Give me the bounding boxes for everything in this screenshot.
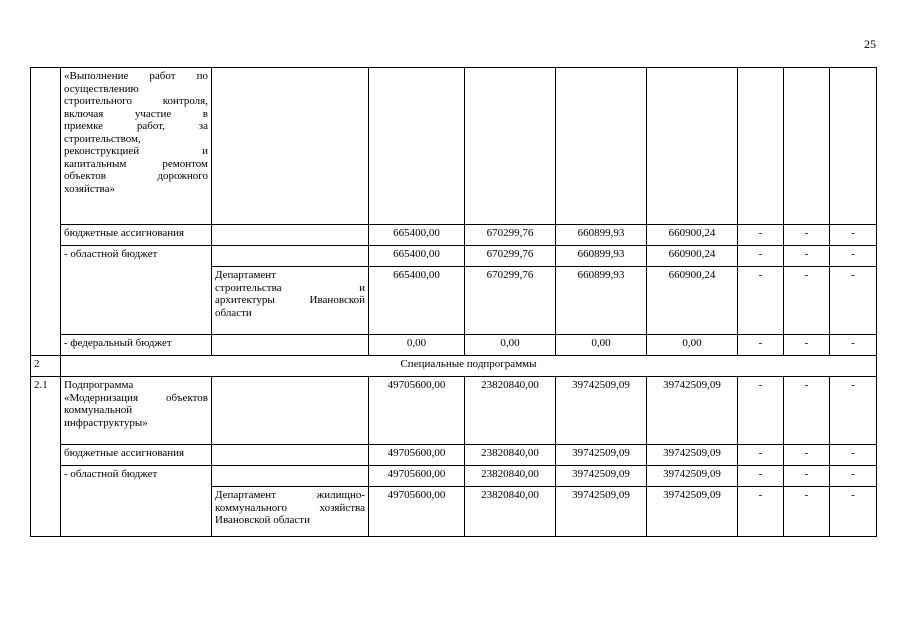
executor-cell — [212, 445, 369, 466]
value-cell — [647, 68, 738, 225]
executor-cell — [212, 225, 369, 246]
text-line: строительства и — [215, 281, 365, 294]
dash-cell: - — [784, 445, 830, 466]
text-line: Подпрограмма — [64, 379, 134, 391]
value-cell: 39742509,09 — [556, 445, 647, 466]
text-line: архитектуры Ивановской — [215, 294, 365, 306]
value-cell: 49705600,00 — [369, 377, 465, 445]
table-row — [31, 377, 877, 445]
dash-cell: - — [830, 267, 877, 335]
value-cell: 660900,24 — [647, 267, 738, 335]
value-cell: 39742509,09 — [556, 466, 647, 487]
dash-cell: - — [738, 335, 784, 356]
dash-cell: - — [784, 246, 830, 267]
executor-cell — [212, 246, 369, 267]
value-cell: 660899,93 — [556, 225, 647, 246]
value-cell: 49705600,00 — [369, 487, 465, 537]
table-row — [31, 466, 877, 487]
text-line: инфраструктуры» — [64, 416, 148, 429]
executor-cell — [212, 335, 369, 356]
dash-cell: - — [738, 246, 784, 267]
dash-cell: - — [830, 225, 877, 246]
dash-cell: - — [738, 466, 784, 487]
value-cell: 665400,00 — [369, 225, 465, 246]
table-row — [31, 68, 877, 225]
value-cell: 670299,76 — [465, 246, 556, 267]
dash-cell: - — [830, 445, 877, 466]
row-label: - областной бюджет — [61, 466, 212, 537]
dash-cell — [784, 68, 830, 225]
subprogram-index: 2.1 — [31, 377, 61, 537]
dash-cell: - — [738, 225, 784, 246]
value-cell: 39742509,09 — [556, 487, 647, 537]
table-row — [31, 246, 877, 267]
dash-cell: - — [830, 335, 877, 356]
table-row — [31, 356, 877, 377]
value-cell: 39742509,09 — [647, 487, 738, 537]
table-row — [31, 225, 877, 246]
dash-cell: - — [738, 445, 784, 466]
text-line: «Модернизация объектов — [64, 391, 208, 404]
dash-cell: - — [738, 487, 784, 537]
dash-cell: - — [784, 225, 830, 246]
dash-cell — [738, 68, 784, 225]
text-line: области — [215, 306, 252, 319]
dash-cell: - — [784, 267, 830, 335]
index-cell — [31, 68, 61, 356]
table-row — [31, 335, 877, 356]
value-cell: 23820840,00 — [465, 466, 556, 487]
text-line: Департамент — [215, 269, 277, 281]
text-line: объектов дорожного — [64, 170, 208, 182]
value-cell — [369, 68, 465, 225]
value-cell: 39742509,09 — [647, 445, 738, 466]
dash-cell: - — [784, 335, 830, 356]
executor-cell — [212, 487, 369, 537]
executor-cell — [212, 68, 369, 225]
value-cell: 670299,76 — [465, 225, 556, 246]
value-cell — [465, 68, 556, 225]
section-index: 2 — [31, 356, 61, 377]
text-line: Департамент жилищно- — [215, 489, 365, 501]
value-cell: 660900,24 — [647, 225, 738, 246]
value-cell: 0,00 — [369, 335, 465, 356]
value-cell: 0,00 — [465, 335, 556, 356]
text-line: реконструкцией и — [64, 145, 208, 157]
text-line: «Выполнение работ по — [64, 70, 208, 82]
value-cell: 670299,76 — [465, 267, 556, 335]
value-cell — [556, 68, 647, 225]
executor-cell — [212, 377, 369, 445]
row-label: бюджетные ассигнования — [61, 445, 212, 466]
executor-cell — [212, 466, 369, 487]
table-row — [31, 445, 877, 466]
value-cell: 39742509,09 — [556, 377, 647, 445]
text-line: хозяйства» — [64, 182, 115, 195]
dash-cell: - — [830, 246, 877, 267]
text-line: коммунального хозяйства — [215, 501, 365, 514]
text-line: капитальным ремонтом — [64, 157, 208, 170]
dash-cell: - — [784, 487, 830, 537]
budget-table — [30, 67, 877, 537]
value-cell: 23820840,00 — [465, 445, 556, 466]
dash-cell — [830, 68, 877, 225]
executor-cell — [212, 267, 369, 335]
value-cell: 665400,00 — [369, 267, 465, 335]
event-description-cell — [61, 68, 212, 225]
text-line: включая участие в — [64, 107, 208, 120]
dash-cell: - — [738, 377, 784, 445]
dash-cell: - — [830, 487, 877, 537]
value-cell: 665400,00 — [369, 246, 465, 267]
text-line: приемке работ, за — [64, 120, 208, 132]
value-cell: 23820840,00 — [465, 377, 556, 445]
row-label: бюджетные ассигнования — [61, 225, 212, 246]
value-cell: 49705600,00 — [369, 445, 465, 466]
value-cell: 0,00 — [556, 335, 647, 356]
value-cell: 0,00 — [647, 335, 738, 356]
value-cell: 23820840,00 — [465, 487, 556, 537]
value-cell: 49705600,00 — [369, 466, 465, 487]
dash-cell: - — [830, 466, 877, 487]
text-line: осуществлению — [64, 82, 139, 95]
dash-cell: - — [738, 267, 784, 335]
row-label: - федеральный бюджет — [61, 335, 212, 356]
text-line: строительного контроля, — [64, 95, 208, 107]
text-line: Ивановской области — [215, 514, 310, 526]
value-cell: 660899,93 — [556, 267, 647, 335]
dash-cell: - — [784, 377, 830, 445]
value-cell: 39742509,09 — [647, 466, 738, 487]
value-cell: 660900,24 — [647, 246, 738, 267]
text-line: коммунальной — [64, 404, 133, 416]
dash-cell: - — [830, 377, 877, 445]
value-cell: 660899,93 — [556, 246, 647, 267]
subprogram-name-cell — [61, 377, 212, 445]
dash-cell: - — [784, 466, 830, 487]
text-line: строительством, — [64, 132, 141, 145]
row-label: - областной бюджет — [61, 246, 212, 335]
value-cell: 39742509,09 — [647, 377, 738, 445]
section-title: Специальные подпрограммы — [61, 356, 877, 377]
page-number: 25 — [864, 37, 876, 51]
